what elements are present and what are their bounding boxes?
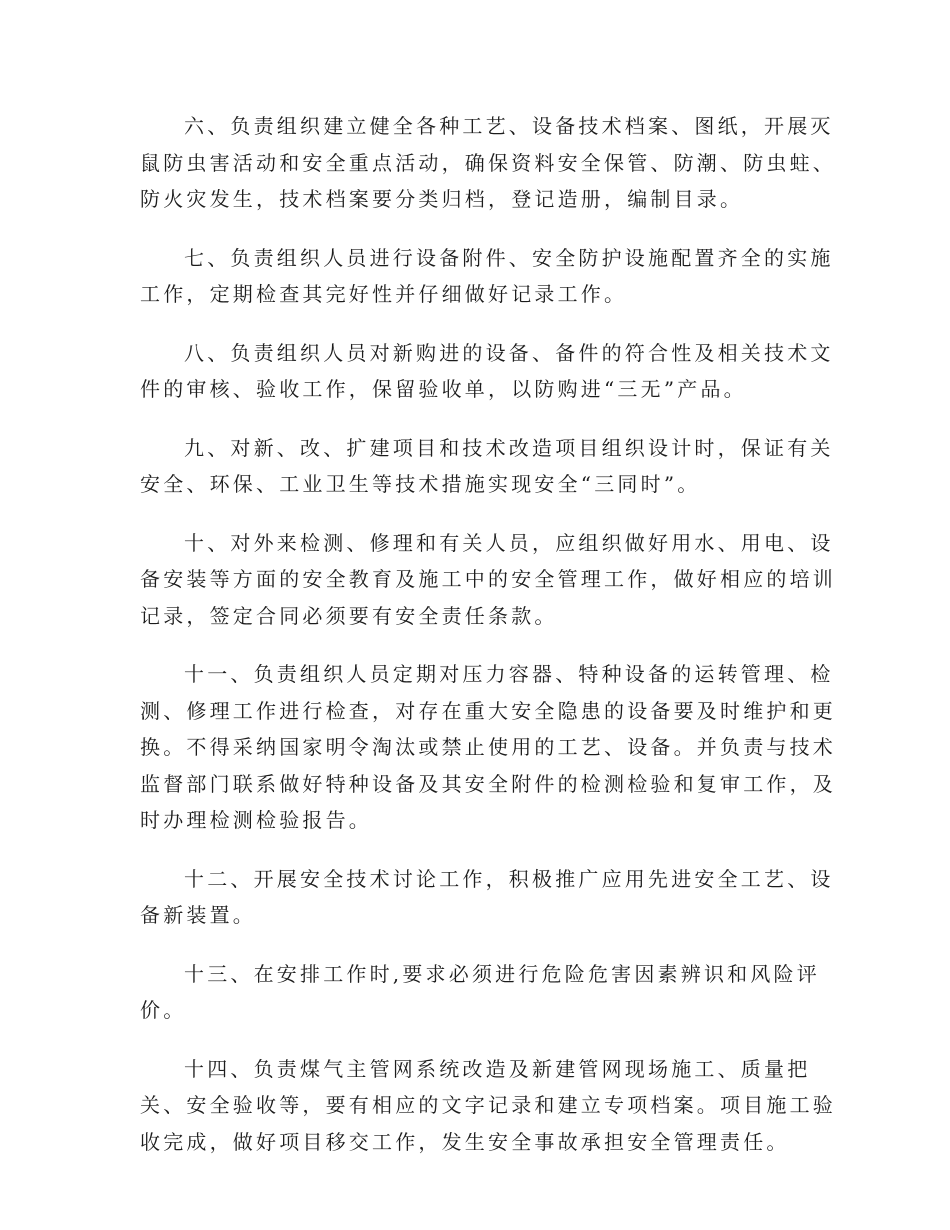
- paragraph-line: 六、负责组织建立健全各种工艺、设备技术档案、图纸，开展灭: [184, 114, 834, 138]
- paragraph-12: [140, 861, 834, 934]
- paragraph-11: [140, 656, 836, 839]
- paragraph-7: [140, 240, 834, 313]
- document-body: [140, 108, 836, 1182]
- paragraph-line: 监督部门联系做好特种设备及其安全附件的检测检验和复审工作，及: [140, 771, 836, 796]
- paragraph-line: 换。不得采纳国家明令淘汰或禁止使用的工艺、设备。并负责与技术: [140, 735, 836, 759]
- paragraph-line: 九、对新、改、扩建项目和技术改造项目组织设计时，保证有关: [184, 435, 834, 460]
- paragraph-line: 备安装等方面的安全教育及施工中的安全管理工作，做好相应的培训: [140, 567, 836, 591]
- paragraph-line: 八、负责组织人员对新购进的设备、备件的符合性及相关技术文: [184, 340, 834, 365]
- paragraph-line: 时办理检测检验报告。: [140, 808, 372, 832]
- paragraph-line: 十一、负责组织人员定期对压力容器、特种设备的运转管理、检: [184, 662, 834, 686]
- paragraph-line: 备新装置。: [140, 903, 256, 927]
- paragraph-line: 关、安全验收等，要有相应的文字记录和建立专项档案。项目施工验: [140, 1093, 836, 1117]
- paragraph-line: 价。: [140, 998, 187, 1022]
- paragraph-9: [140, 430, 834, 503]
- paragraph-line: 件的审核、验收工作，保留验收单，以防购进“三无”产品。: [140, 377, 747, 401]
- paragraph-13: [140, 956, 820, 1029]
- paragraph-line: 防火灾发生，技术档案要分类归档，登记造册，编制目录。: [140, 187, 744, 211]
- paragraph-14: [140, 1051, 836, 1161]
- paragraph-line: 十四、负责煤气主管网系统改造及新建管网现场施工、质量把: [184, 1056, 811, 1081]
- paragraph-line: 鼠防虫害活动和安全重点活动，确保资料安全保管、防潮、防虫蛀、: [140, 150, 836, 175]
- paragraph-line: 七、负责组织人员进行设备附件、安全防护设施配置齐全的实施: [184, 245, 834, 270]
- paragraph-line: 测、修理工作进行检查，对存在重大安全隐患的设备要及时维护和更: [140, 698, 836, 723]
- paragraph-line: 十、对外来检测、修理和有关人员，应组织做好用水、用电、设: [184, 530, 834, 555]
- paragraph-line: 十二、开展安全技术讨论工作，积极推广应用先进安全工艺、设: [184, 866, 834, 891]
- paragraph-10: [140, 525, 836, 635]
- paragraph-line: 收完成，做好项目移交工作，发生安全事故承担安全管理责任。: [140, 1129, 790, 1154]
- paragraph-line: 记录，签定合同必须要有安全责任条款。: [140, 603, 558, 628]
- paragraph-line: 安全、环保、工业卫生等技术措施实现安全“三同时”。: [140, 472, 701, 496]
- paragraph-line: 工作，定期检查其完好性并仔细做好记录工作。: [140, 282, 628, 306]
- paragraph-6: [140, 108, 836, 218]
- paragraph-line: 十三、在安排工作时,要求必须进行危险危害因素辨识和风险评: [184, 961, 820, 986]
- paragraph-8: [140, 335, 834, 408]
